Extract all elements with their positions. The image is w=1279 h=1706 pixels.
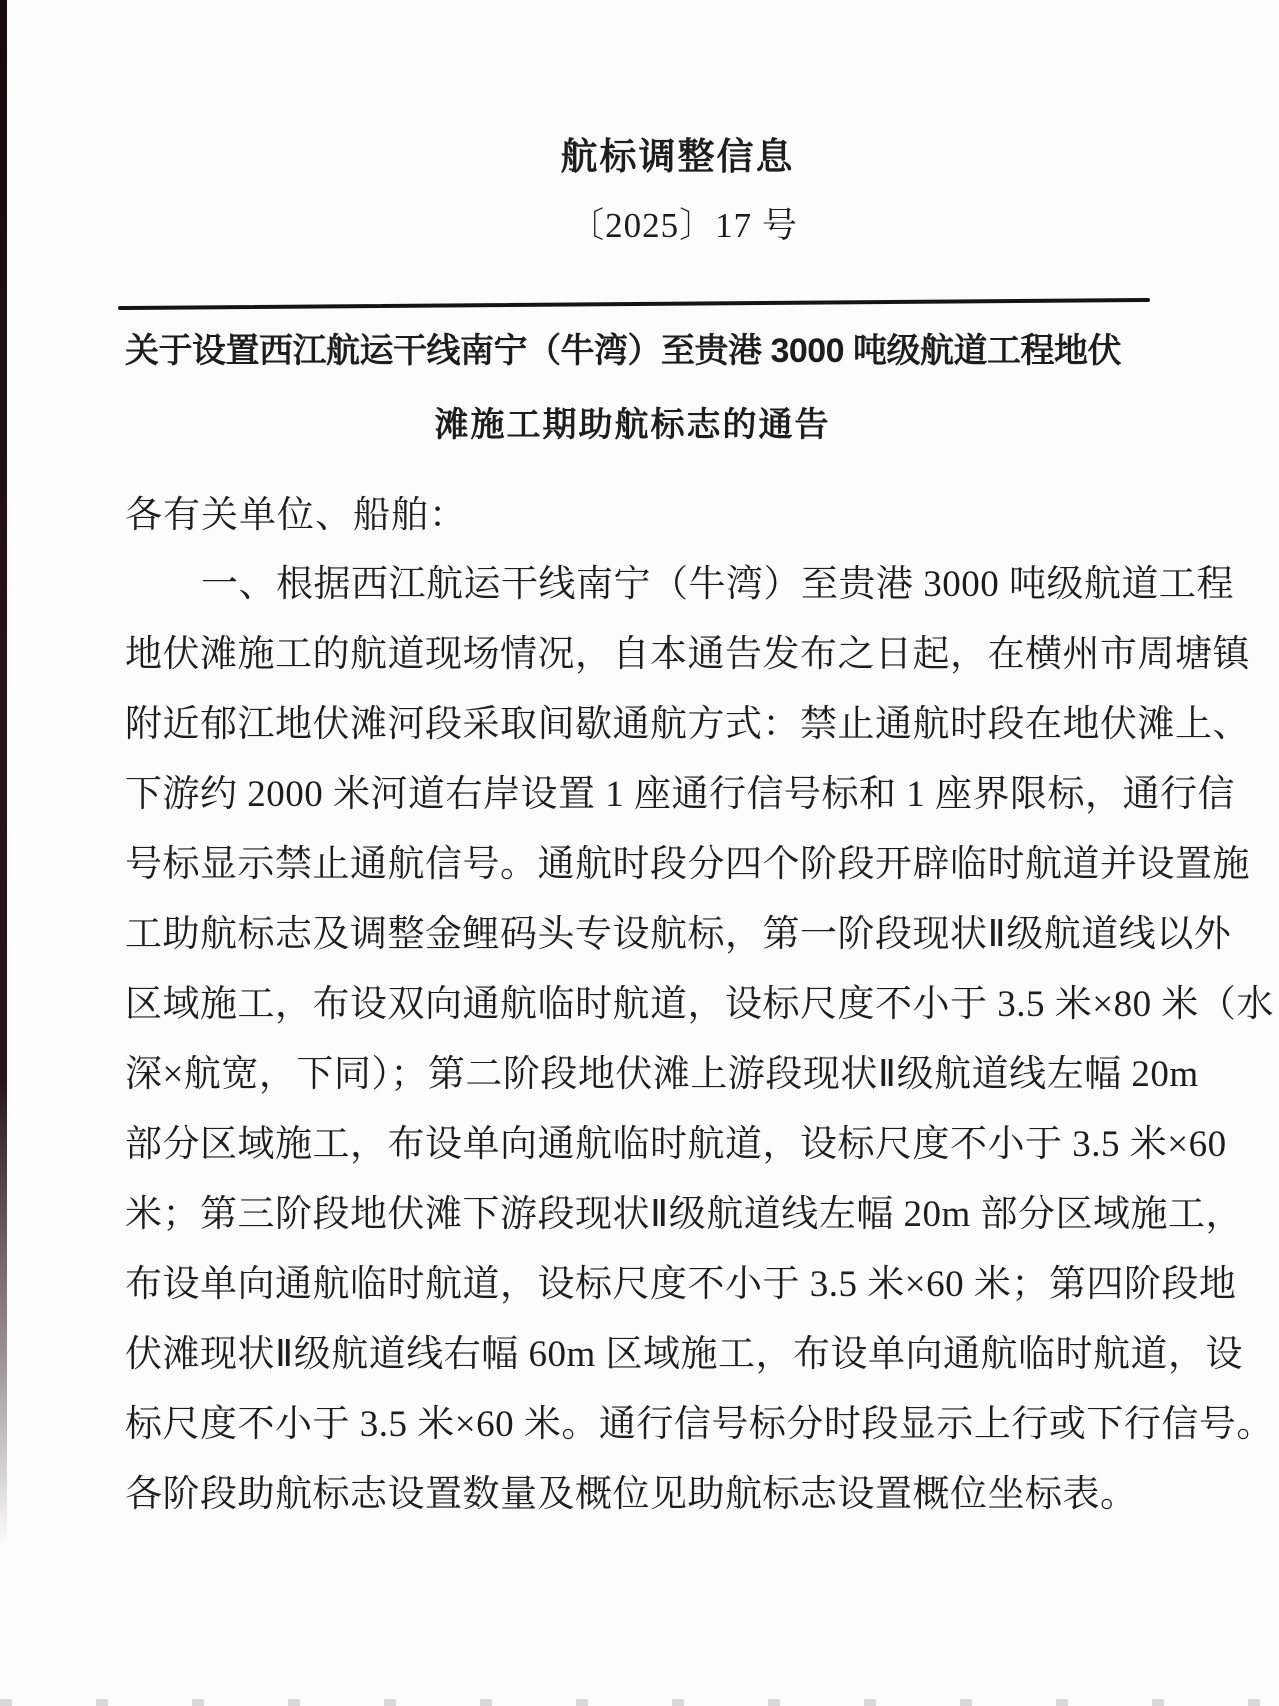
body-line-9: 部分区域施工，布设单向通航临时航道，设标尺度不小于 3.5 米×60 — [125, 1124, 1227, 1165]
body-line-14: 各阶段助航标志设置数量及概位见助航标志设置概位坐标表。 — [125, 1474, 1138, 1515]
body-line-3: 附近郁江地伏滩河段采取间歇通航方式：禁止通航时段在地伏滩上、 — [125, 704, 1250, 745]
notice-heading-line-1: 关于设置西江航运干线南宁（牛湾）至贵港 3000 吨级航道工程地伏 — [125, 332, 1122, 370]
salutation: 各有关单位、船舶： — [125, 495, 467, 536]
divider-rule — [118, 298, 1150, 310]
document-number: 〔2025〕17 号 — [569, 206, 798, 245]
body-line-7: 区域施工，布设双向通航临时航道，设标尺度不小于 3.5 米×80 米（水 — [125, 984, 1274, 1025]
body-line-5: 号标显示禁止通航信号。通航时段分四个阶段开辟临时航道并设置施 — [125, 844, 1250, 885]
notice-paragraph — [125, 550, 1274, 1530]
notice-body — [125, 314, 1274, 1530]
body-line-8: 深×航宽，下同）；第二阶段地伏滩上游段现状Ⅱ级航道线左幅 20m — [125, 1054, 1199, 1095]
body-line-12: 伏滩现状Ⅱ级航道线右幅 60m 区域施工，布设单向通航临时航道，设 — [125, 1334, 1243, 1375]
notice-heading-line-2: 滩施工期助航标志的通告 — [434, 406, 831, 444]
body-line-4: 下游约 2000 米河道右岸设置 1 座通行信号标和 1 座界限标，通行信 — [125, 774, 1235, 815]
body-line-13: 标尺度不小于 3.5 米×60 米。通行信号标分时段显示上行或下行信号。 — [125, 1404, 1274, 1445]
body-line-11: 布设单向通航临时航道，设标尺度不小于 3.5 米×60 米；第四阶段地 — [125, 1264, 1237, 1305]
body-line-2: 地伏滩施工的航道现场情况，自本通告发布之日起，在横州市周塘镇 — [125, 634, 1250, 675]
document-title: 航标调整信息 — [560, 136, 795, 177]
scan-bottom-edge-artifact — [0, 1699, 1279, 1706]
body-line-10: 米；第三阶段地伏滩下游段现状Ⅱ级航道线左幅 20m 部分区域施工， — [125, 1194, 1243, 1235]
body-line-6: 工助航标志及调整金鲤码头专设航标，第一阶段现状Ⅱ级航道线以外 — [125, 914, 1232, 955]
body-line-1: 一、根据西江航运干线南宁（牛湾）至贵港 3000 吨级航道工程 — [201, 564, 1234, 605]
scan-left-edge-artifact — [0, 0, 7, 1545]
